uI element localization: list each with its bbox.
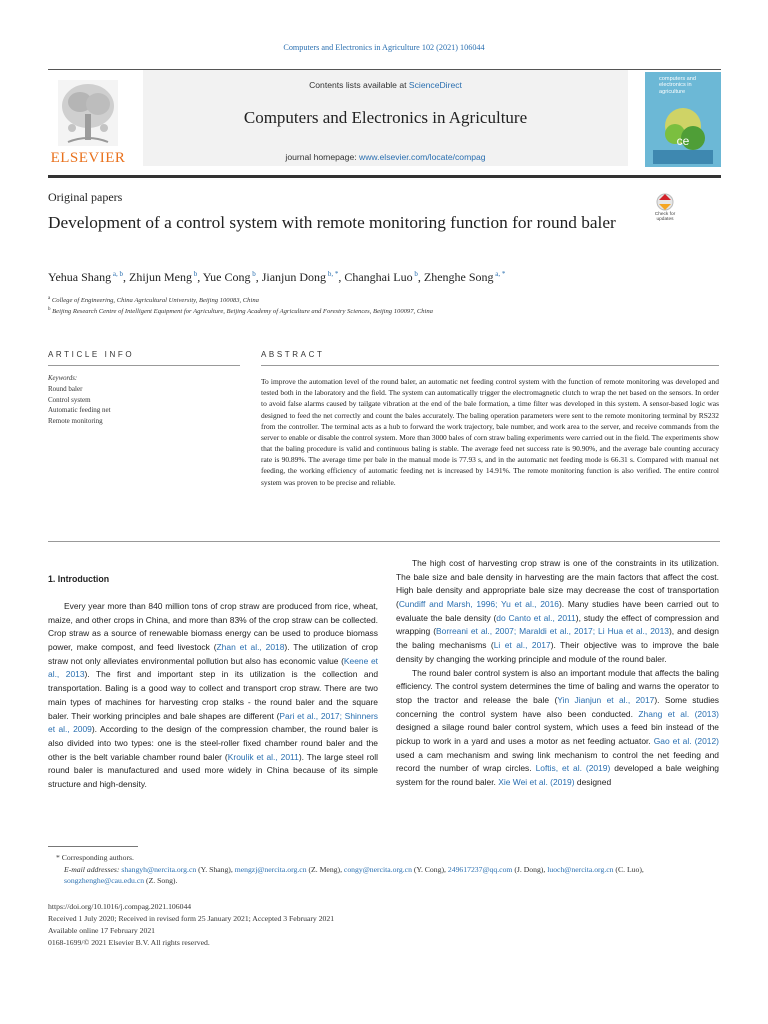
copyright-line: 0168-1699/© 2021 Elsevier B.V. All rights reserved.: [48, 938, 210, 947]
body-text: Every year more than 840 million tons of crop straw are produced from rice, wheat, maize, and other crops in China, and more than 83% of the crop straw can be collected. Crop straw as a source of renewable biomass energy can be used to produce biomass power, make compost, and feed livestock (: [48, 601, 378, 653]
body-text: (Z. Song).: [144, 876, 178, 886]
svg-text:ce: ce: [676, 134, 690, 148]
elsevier-wordmark: ELSEVIER: [50, 150, 126, 166]
body-text: designed a silage round baler control system, which uses a feed bin instead of the pickup to work in a yard and uses a motor as net feeding actuator.: [396, 722, 719, 746]
body-text: ). The large steel roll round baler is manufactured and used more widely in China because of its simple structure and high-density.: [48, 751, 378, 789]
body-text: used a cam mechanism and swing link mechanism to control the net feeding and record the number of wrap circles.: [396, 749, 719, 774]
affiliation-text: College of Engineering, China Agricultural University, Beijing 100083, China: [51, 297, 259, 305]
author-name: Changhai Luo: [344, 270, 413, 284]
reference-link[interactable]: do Canto et al., 2011: [496, 612, 576, 623]
author-name: Zhenghe Song: [423, 270, 494, 284]
body-text: The high cost of harvesting crop straw is one of the constraints in its utilization. The bale size and bale density in harvesting are the main factors that affect the cost. High bale density and appropriate bale size may decrease the cost of transportation (: [396, 558, 719, 610]
journal-name: Computers and Electronics in Agriculture: [243, 108, 528, 127]
paragraph: [396, 557, 719, 667]
paragraph: [48, 600, 378, 792]
body-text: ). According to the design of the compression chamber, the round baler is also divided into two types: one is the steel-roller fixed chamber round baler and the other is the belt variable chamber round baler (: [48, 724, 378, 762]
check-for-updates-icon[interactable]: [649, 192, 681, 230]
article-info-rule: [48, 365, 240, 366]
reference-link[interactable]: songzhenghe@cau.edu.cn: [64, 876, 145, 886]
homepage-link[interactable]: www.elsevier.com/locate/compag: [359, 152, 486, 162]
reference-link[interactable]: Zhang et al. (2013): [638, 708, 719, 719]
body-text: (Z. Meng),: [306, 865, 344, 874]
affiliation-text: Beijing Research Centre of Intelligent Equipment for Agriculture, Beijing Academy of Agriculture and Forestry Sciences, Beijing 100097, China: [52, 308, 433, 316]
body-text: (Y. Shang),: [196, 865, 235, 874]
body-column-left: [48, 600, 378, 792]
body-text: ). The first and important step in its utilization is the collection and transportation. Baling is a good way to collect and transport crop straw. There are two main types of machines for harvesting crop stalks - the round baler and the square baler. Their working principles and bale shapes are different (: [48, 669, 379, 721]
body-text: ). Some studies concerning the control system have also been conducted.: [396, 694, 719, 719]
body-text: designed: [574, 777, 612, 787]
body-text: ), and design the baling mechanisms (: [396, 626, 719, 651]
author-affiliation-marker[interactable]: b: [250, 270, 256, 278]
journal-cover-thumbnail[interactable]: [645, 72, 721, 167]
author-name: Jianjun Dong: [261, 270, 327, 284]
affiliation-b: [48, 307, 433, 315]
keywords-label: Keywords:: [48, 375, 78, 382]
body-text: (J. Dong),: [512, 865, 548, 874]
sciencedirect-link[interactable]: ScienceDirect: [408, 80, 462, 90]
reference-link[interactable]: Loftis, et al. (2019): [535, 763, 611, 774]
article-title: Development of a control system with remote monitoring function for round baler: [48, 213, 616, 232]
doi-link[interactable]: https://doi.org/10.1016/j.compag.2021.106044: [48, 902, 192, 911]
keyword: Remote monitoring: [48, 416, 103, 425]
keyword: Automatic feeding net: [48, 406, 111, 414]
reference-link[interactable]: Xie Wei et al. (2019): [498, 777, 575, 787]
journal-reference[interactable]: Computers and Electronics in Agriculture 102 (2021) 106044: [283, 43, 485, 52]
author-affiliation-marker[interactable]: b, *: [326, 270, 339, 278]
body-text: ). The utilization of crop straw not only alleviates environmental pollution but also has economic value (: [48, 642, 379, 666]
contents-line: [143, 80, 628, 90]
corresponding-authors-note: * Corresponding authors.: [56, 853, 134, 862]
reference-link[interactable]: Kroulik et al., 2011: [227, 751, 299, 762]
received-dates: Received 1 July 2020; Received in revised form 25 January 2021; Accepted 3 February 2021: [48, 914, 335, 923]
introduction-heading: 1. Introduction: [48, 574, 110, 584]
body-text: ). Their objective was to improve the bale density by changing the working principle and module of the round baler.: [396, 640, 720, 664]
reference-link[interactable]: Keene et al., 2013: [48, 655, 378, 680]
reference-link[interactable]: luoch@nercita.org.cn: [547, 865, 614, 874]
author-list: Yehua Shang $^{a, b}$, Zhijun Meng $^b$, Yue Cong $^b$, Jianjun Dong $^{b, *}$, Changhai Luo $^b$, Zhenghe Song $^{a, *}$: [48, 270, 506, 284]
journal-homepage: [143, 152, 628, 162]
body-text: ). Many studies have been carried out to evaluate the bale density (: [396, 599, 719, 623]
contents-prefix: Contents lists available at: [309, 80, 409, 90]
body-column-right: [396, 557, 719, 790]
author-affiliation-marker[interactable]: a, *: [493, 270, 506, 278]
author-name: Zhijun Meng: [128, 270, 192, 284]
article-info-heading: ARTICLE INFO: [48, 350, 135, 359]
reference-link[interactable]: congy@nercita.org.cn: [343, 865, 412, 874]
available-online: Available online 17 February 2021: [48, 926, 156, 935]
cover-art-icon: [653, 100, 713, 164]
author-affiliation-marker[interactable]: a, b: [111, 270, 123, 278]
body-text: ), study the effect of compression and wrapping (: [396, 612, 719, 637]
abstract-heading: ABSTRACT: [261, 350, 325, 359]
reference-link[interactable]: Cundiff and Marsh, 1996; Yu et al., 2016: [398, 599, 559, 610]
body-text: (C. Luo),: [613, 865, 644, 874]
header-bottom-rule: [48, 175, 721, 178]
reference-link[interactable]: Pari et al., 2017; Shinners et al., 2009: [48, 710, 378, 735]
reference-link[interactable]: Zhan et al., 2018: [216, 642, 285, 653]
reference-link[interactable]: mengzj@nercita.org.cn: [234, 865, 307, 874]
body-text: The round baler control system is also an important module that affects the baling efficiency. The control system determines the time of baling and warns the operator to stop the tractor and release the bale (: [396, 667, 719, 705]
author-affiliation-marker[interactable]: b: [412, 270, 418, 278]
abstract-text: To improve the automation level of the round baler, an automatic net feeding control system with the function of remote monitoring was developed and tested both in the laboratory and the field. The system can automatically trigger the electromagnetic clutch to wrap the net based on the sensors. In order to avoid false alarms caused by tailgate vibration at the end of the bale formation, a time filter was developed in this system. A sensor-based logic was designed to feed the net correctly and count the bales accurately. The baling operation parameters were sent to the remote monitoring terminal by RS232 from the controller. The terminal acts as a hub to forward the work trajectory, bale number, and work area to the server, and receive commands from the server to enable or disable the control system. More than 3000 bales of corn straw baling experiments were carried out in the field. The experiments show that the baling procedure is valid and continuous baling is stable. The average feed net success rate is 90.90%, and the average bale counting accuracy rate is 90.89%. The average time per bale in the manual mode is 77.93 s, and in the automatic net feeding mode is 66.31 s. Compared with manual net feeding, the working efficiency of automatic feeding net is increased by 14.91%. The remote monitoring function is also verified. The entire control system was proven to be precise and reliable.: [261, 377, 719, 487]
cover-title: computers and electronics in agriculture: [659, 76, 697, 95]
abstract-top-rule: [261, 365, 719, 366]
footnote-rule: [48, 846, 138, 847]
reference-link[interactable]: Yin Jianjun et al., 2017: [557, 694, 655, 705]
author-name: Yehua Shang: [48, 270, 112, 284]
homepage-prefix: journal homepage:: [285, 152, 359, 162]
affiliation-a: [48, 296, 259, 304]
affiliation-marker: a: [48, 296, 51, 301]
reference-link[interactable]: 249617237@qq.com: [447, 865, 513, 874]
abstract-bottom-rule: [48, 541, 720, 542]
article-type: Original papers: [48, 190, 123, 204]
email-addresses: [64, 864, 720, 886]
keyword: Round baler: [48, 385, 83, 393]
body-text: developed a bale weighing system for the round baler.: [396, 763, 719, 787]
reference-link[interactable]: shangyh@nercita.org.cn: [121, 865, 197, 874]
reference-link[interactable]: Gao et al. (2012): [653, 735, 719, 746]
paragraph: [396, 667, 719, 790]
affiliation-marker: b: [48, 307, 51, 312]
body-text: (Y. Cong),: [411, 865, 448, 874]
reference-link[interactable]: Li et al., 2017: [493, 640, 551, 651]
keyword: Control system: [48, 395, 91, 404]
reference-link[interactable]: Borreani et al., 2007; Maraldi et al., 2017; Li Hua et al., 2013: [436, 626, 669, 637]
email-label: E-mail addresses:: [64, 865, 122, 874]
author-name: Yue Cong: [202, 270, 251, 284]
author-affiliation-marker[interactable]: b: [191, 270, 198, 278]
keywords-list: [48, 384, 111, 426]
check-for-updates-label[interactable]: Check for updates: [654, 212, 676, 223]
